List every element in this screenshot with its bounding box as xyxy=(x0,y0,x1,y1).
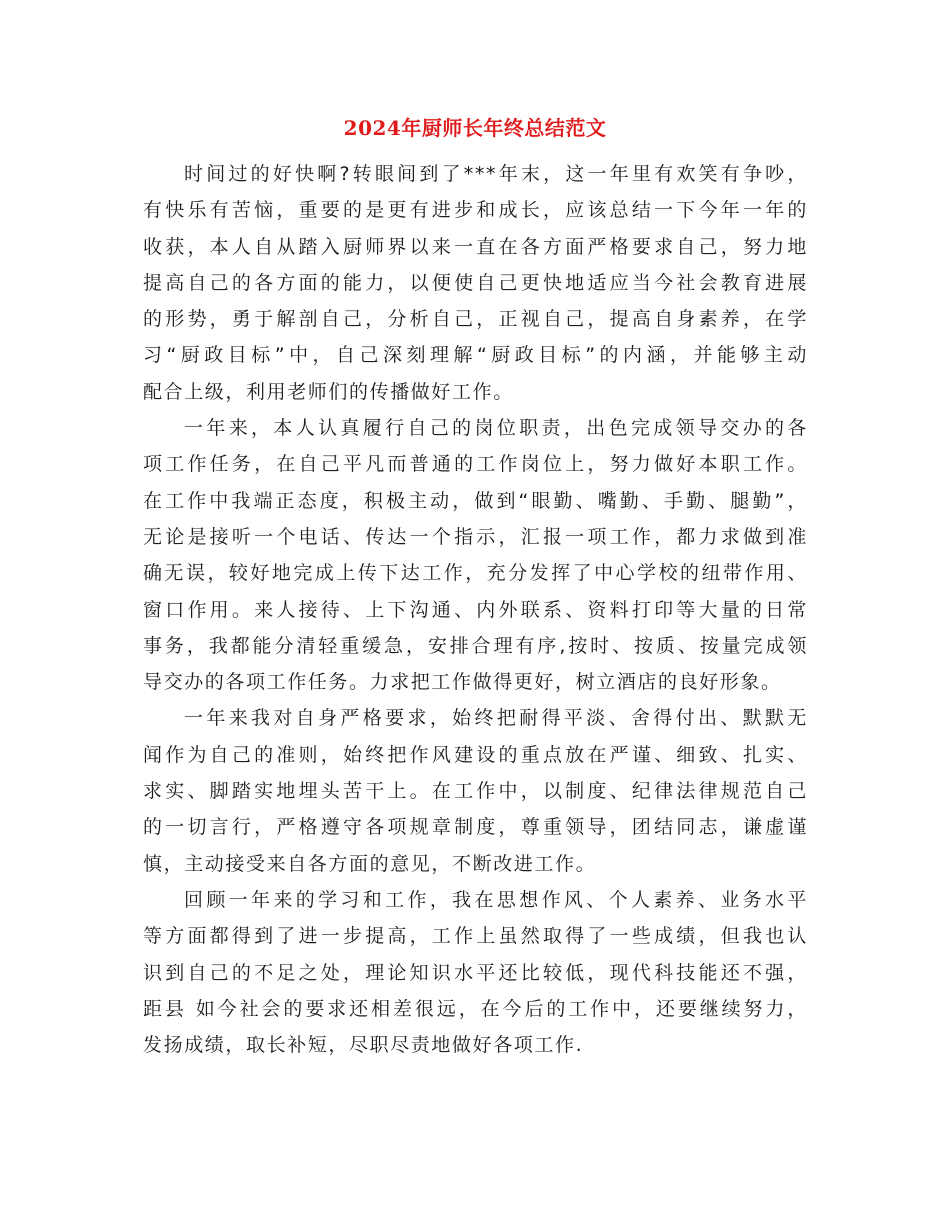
text-line: 习“厨政目标”中，自己深刻理解“厨政目标”的内涵，并能够主动 xyxy=(143,344,808,367)
paragraph xyxy=(143,156,808,410)
text-line: 事务，我都能分清轻重缓急，安排合理有序,按时、按质、按量完成领 xyxy=(143,634,808,657)
text-line: 一年来，本人认真履行自己的岗位职责，出色完成领导交办的各 xyxy=(184,417,808,440)
text-line: 配合上级，利用老师们的传播做好工作。 xyxy=(143,380,514,403)
text-line: 导交办的各项工作任务。力求把工作做得更好，树立酒店的良好形象。 xyxy=(143,671,782,694)
document-body xyxy=(143,156,808,1063)
paragraph xyxy=(143,882,808,1063)
text-line: 发扬成绩，取长补短，尽职尽责地做好各项工作. xyxy=(143,1034,584,1057)
text-line: 在工作中我端正态度，积极主动，做到“眼勤、嘴勤、手勤、腿勤”， xyxy=(143,489,808,512)
text-line: 收获，本人自从踏入厨师界以来一直在各方面严格要求自己，努力地 xyxy=(143,235,808,258)
text-line: 闻作为自己的准则，始终把作风建设的重点放在严谨、细致、扎实、 xyxy=(143,743,808,766)
text-line: 一年来我对自身严格要求，始终把耐得平淡、舍得付出、默默无 xyxy=(184,707,808,730)
text-line: 窗口作用。来人接待、上下沟通、内外联系、资料打印等大量的日常 xyxy=(143,598,808,621)
document-title: 2024年厨师长年终总结范文 xyxy=(343,116,607,140)
text-line: 的形势，勇于解剖自己，分析自己，正视自己，提高自身素养，在学 xyxy=(143,308,808,331)
text-line: 有快乐有苦恼，重要的是更有进步和成长，应该总结一下今年一年的 xyxy=(143,199,808,222)
text-line: 无论是接听一个电话、传达一个指示，汇报一项工作，都力求做到准 xyxy=(143,525,808,548)
text-line: 时间过的好快啊?转眼间到了***年末，这一年里有欢笑有争吵， xyxy=(184,163,808,185)
text-line: 项工作任务，在自己平凡而普通的工作岗位上，努力做好本职工作。 xyxy=(143,453,808,476)
text-line: 确无误，较好地完成上传下达工作，充分发挥了中心学校的纽带作用、 xyxy=(143,562,808,585)
text-line: 提高自己的各方面的能力，以便使自己更快地适应当今社会教育进展 xyxy=(143,271,808,294)
text-line: 识到自己的不足之处，理论知识水平还比较低，现代科技能还不强， xyxy=(143,961,808,984)
text-line: 等方面都得到了进一步提高，工作上虽然取得了一些成绩，但我也认 xyxy=(143,925,808,948)
text-line: 距县 如今社会的要求还相差很远，在今后的工作中，还要继续努力， xyxy=(143,997,808,1020)
paragraph xyxy=(143,410,808,700)
text-line: 的一切言行，严格遵守各项规章制度，尊重领导，团结同志，谦虚谨 xyxy=(143,816,808,839)
text-line: 求实、脚踏实地埋头苦干上。在工作中，以制度、纪律法律规范自己 xyxy=(143,780,808,803)
text-line: 回顾一年来的学习和工作，我在思想作风、个人素养、业务水平 xyxy=(184,888,808,911)
paragraph xyxy=(143,700,808,881)
text-line: 慎，主动接受来自各方面的意见，不断改进工作。 xyxy=(143,852,597,875)
